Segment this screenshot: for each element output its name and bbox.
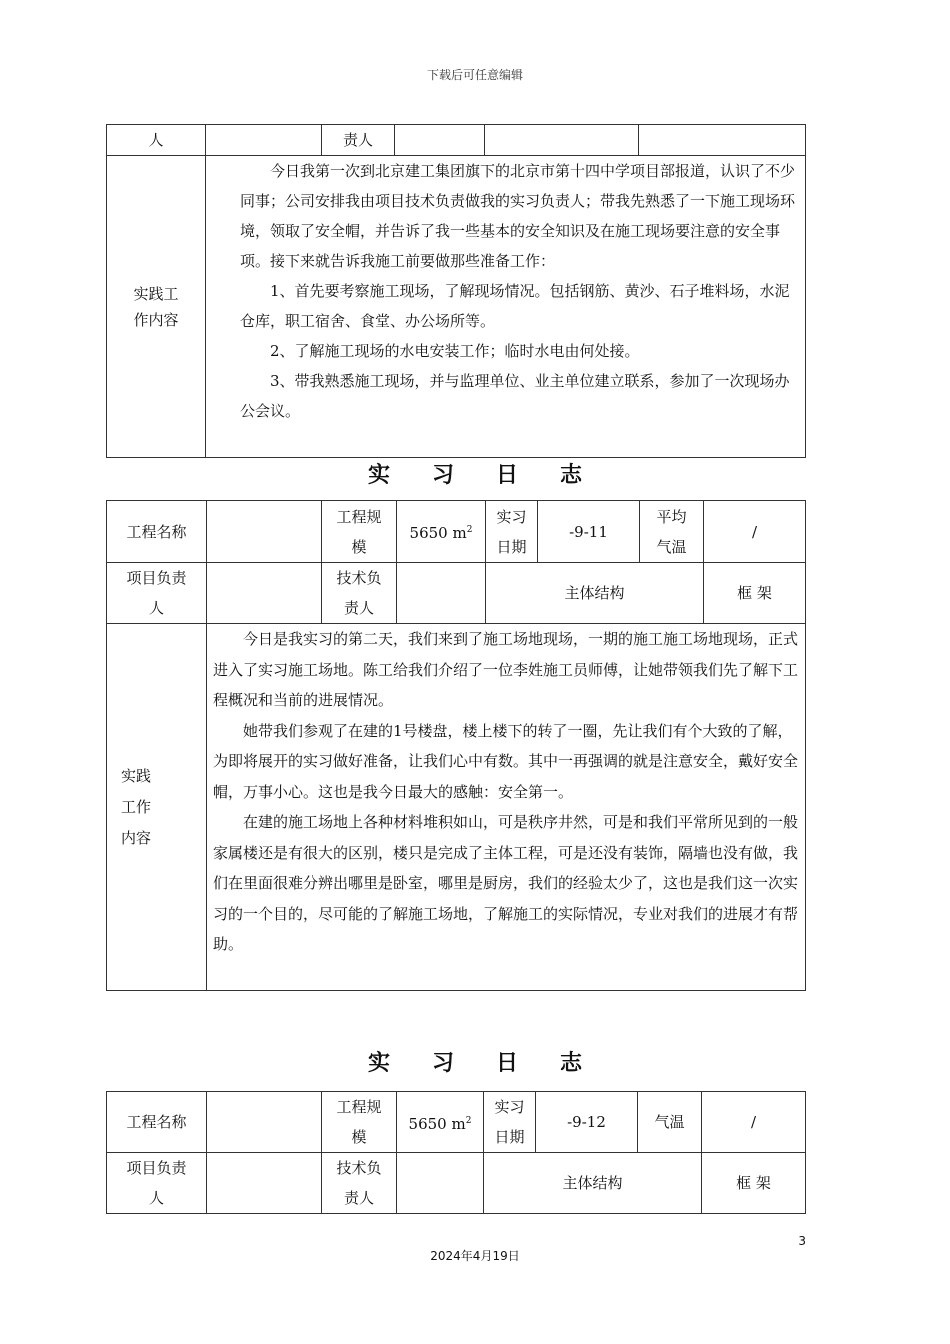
- content-text: [206, 156, 806, 458]
- tech-value: [397, 1153, 484, 1214]
- temp-value: /: [704, 501, 806, 563]
- scale-value: 5650 $m^2$: [397, 1092, 484, 1153]
- date-value: -9-11: [538, 501, 640, 563]
- content-label: 实践 工作 内容: [107, 624, 207, 991]
- paragraph: 在建的施工场地上各种材料堆积如山，可是秩序井然，可是和我们平常所见到的一般家属楼还是有很大的区别，楼只是完成了主体工程，可是还没有装饰，隔墙也没有做，我们在里面很难分辨出哪里是卧室，哪里是厨房，我们的经验太少了，这也是我们这一次实习的一个目的，尽可能的了解施工场地，了解施工的实际情况，专业对我们的进展才有帮助。: [213, 813, 799, 953]
- pm-label: 项目负责 人: [107, 563, 207, 624]
- content-text: [207, 624, 806, 991]
- page-number: 3: [798, 1234, 806, 1248]
- temp-value: /: [702, 1092, 806, 1153]
- project-name-label: 工程名称: [107, 501, 207, 563]
- content-label: 实践工 作内容: [107, 156, 206, 458]
- log-table-2: [106, 1091, 806, 1214]
- paragraph: 1、首先要考察施工现场，了解现场情况。包括钢筋、黄沙、石子堆料场，水泥仓库，职工宿舍、食堂、办公场所等。: [240, 282, 790, 330]
- temp-label: 平均 气温: [640, 501, 704, 563]
- paragraph: 2、了解施工现场的水电安装工作；临时水电由何处接。: [270, 342, 640, 360]
- scale-label: 工程规 模: [322, 1092, 397, 1153]
- paragraph: 今日是我实习的第二天，我们来到了施工场地现场，一期的施工施工场地现场，正式进入了实习施工场地。陈工给我们介绍了一位李姓施工员师傅，让她带领我们先了解下工程概况和当前的进展情况。: [213, 630, 799, 709]
- tech-value: [397, 563, 486, 624]
- pm-value: [207, 563, 322, 624]
- temp-label: 气温: [638, 1092, 702, 1153]
- pm-label-tail: 人: [107, 125, 206, 156]
- paragraph: 她带我们参观了在建的1号楼盘，楼上楼下的转了一圈，先让我们有个大致的了解，为即将展开的实习做好准备，让我们心中有数。其中一再强调的就是注意安全，戴好安全帽，万事小心。这也是我今日最大的感触：安全第一。: [213, 721, 799, 801]
- scale-label: 工程规 模: [322, 501, 397, 563]
- structure-label: 主体结构: [486, 563, 704, 624]
- footer-date: 2024年4月19日: [430, 1249, 520, 1263]
- project-name-value: [207, 1092, 322, 1153]
- tech-label: 技术负 责人: [322, 563, 397, 624]
- paragraph: 3、带我熟悉施工现场，并与监理单位、业主单位建立联系，参加了一次现场办公会议。: [240, 372, 790, 420]
- date-label: 实习 日期: [484, 1092, 536, 1153]
- header-note: 下载后可任意编辑: [426, 68, 523, 82]
- top-log-table: [106, 124, 806, 458]
- pm-value-cell: [206, 125, 322, 156]
- structure-value: 框 架: [704, 563, 806, 624]
- log-title: 实习日志: [367, 462, 624, 488]
- scale-value: 5650 $m^2$: [397, 501, 486, 563]
- project-name-value: [207, 501, 322, 563]
- structure-label: 主体结构: [484, 1153, 702, 1214]
- pm-label: 项目负责 人: [107, 1153, 207, 1214]
- empty-cell: [639, 125, 806, 156]
- project-name-label: 工程名称: [107, 1092, 207, 1153]
- date-value: -9-12: [536, 1092, 638, 1153]
- tech-label: 技术负 责人: [322, 1153, 397, 1214]
- pm-value: [207, 1153, 322, 1214]
- structure-value: 框 架: [702, 1153, 806, 1214]
- date-label: 实习 日期: [486, 501, 538, 563]
- tech-label-tail: 责人: [322, 125, 395, 156]
- log-table-1: [106, 500, 806, 991]
- paragraph: 今日我第一次到北京建工集团旗下的北京市第十四中学项目部报道，认识了不少同事；公司安排我由项目技术负责做我的实习负责人；带我先熟悉了一下施工现场环境，领取了安全帽，并告诉了我一些基本的安全知识及在施工现场要注意的安全事项。接下来就告诉我施工前要做那些准备工作：: [240, 162, 796, 270]
- tech-value-cell: [395, 125, 485, 156]
- empty-cell: [485, 125, 639, 156]
- log-title: 实习日志: [367, 1050, 624, 1076]
